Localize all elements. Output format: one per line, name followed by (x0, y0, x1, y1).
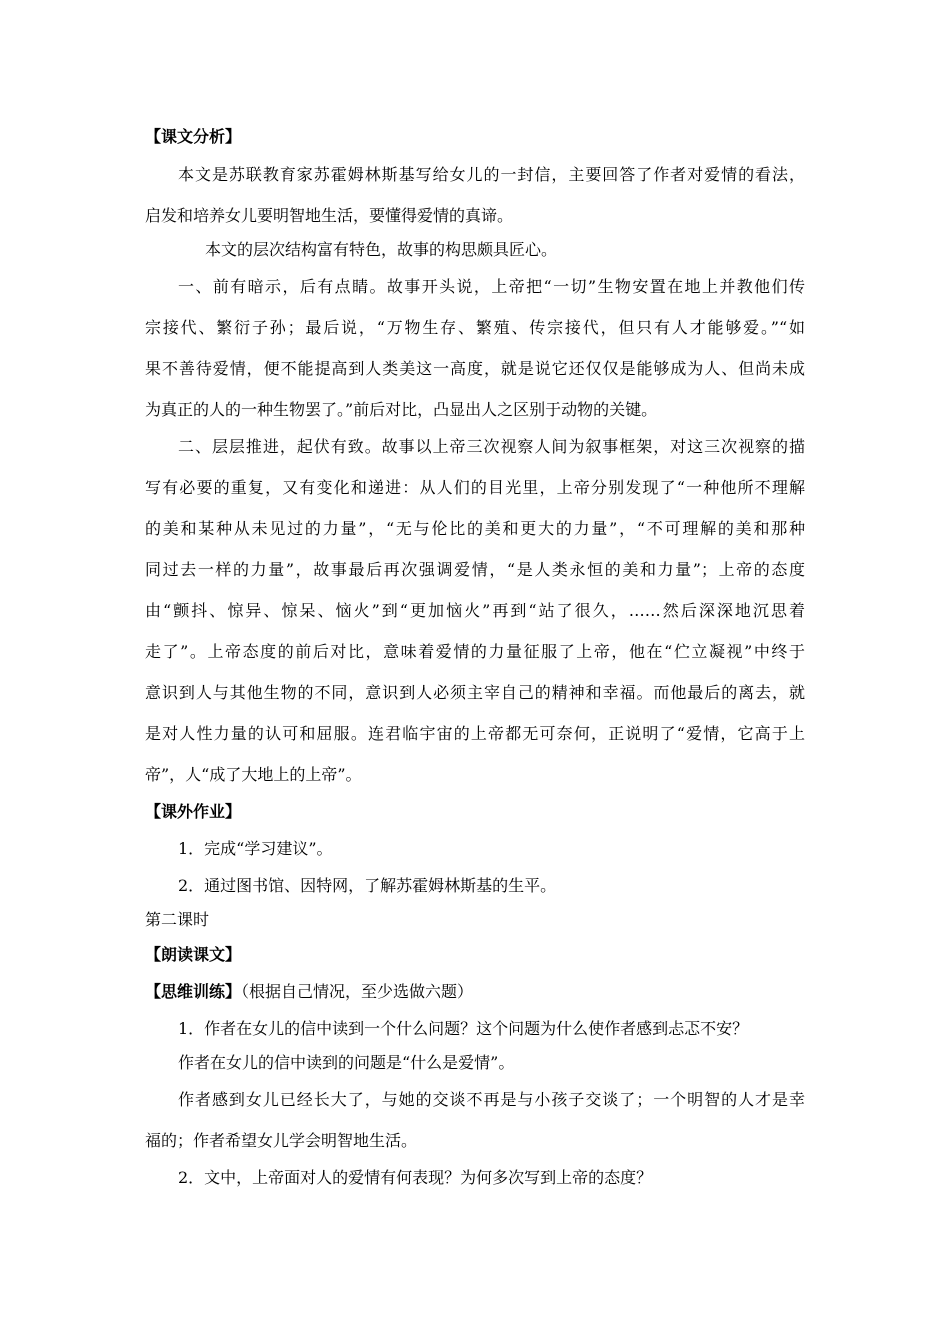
question: 1．作者在女儿的信中读到一个什么问题？这个问题为什么使作者感到忐忑不安？ (178, 1019, 749, 1038)
paragraph-line: 本文是苏联教育家苏霍姆林斯基写给女儿的一封信，主要回答了作者对爱情的看法， (178, 165, 805, 184)
question: 2．文中，上帝面对人的爱情有何表现？为何多次写到上帝的态度？ (178, 1168, 653, 1187)
paragraph-line: 为真正的人的一种生物罢了。”前后对比，凸显出人之区别于动物的关键。 (145, 400, 658, 419)
paragraph-line: 走了”。上帝态度的前后对比，意味着爱情的力量征服了上帝，他在“伫立凝视”中终于 (145, 642, 805, 661)
thinking-note: （根据自己情况，至少选做六题） (241, 982, 474, 1001)
paragraph-line: 启发和培养女儿要明智地生活，要懂得爱情的真谛。 (145, 206, 514, 225)
paragraph-line: 写有必要的重复，又有变化和递进：从人们的目光里，上帝分别发现了“一种他所不理解 (145, 478, 805, 497)
homework-item: 1．完成“学习建议”。 (178, 839, 333, 858)
paragraph-line: 同过去一样的力量”，故事最后再次强调爱情，“是人类永恒的美和力量”；上帝的态度 (145, 560, 805, 579)
homework-item: 2．通过图书馆、因特网，了解苏霍姆林斯基的生平。 (178, 876, 557, 895)
paragraph-line: 的美和某种从未见过的力量”，“无与伦比的美和更大的力量”，“不可理解的美和那种 (145, 519, 805, 538)
section-heading-homework: 【课外作业】 (145, 802, 242, 821)
section-heading-analysis: 【课文分析】 (145, 127, 242, 146)
section-heading-thinking (145, 982, 473, 1002)
answer-line: 福的；作者希望女儿学会明智地生活。 (145, 1131, 418, 1150)
lesson-title: 第二课时 (145, 910, 210, 929)
paragraph-line: 帝”，人“成了大地上的上帝”。 (145, 765, 362, 784)
answer-line: 作者感到女儿已经长大了，与她的交谈不再是与小孩子交谈了；一个明智的人才是幸 (178, 1090, 805, 1109)
paragraph-line: 一、前有暗示，后有点睛。故事开头说，上帝把“一切”生物安置在地上并教他们传 (178, 277, 805, 296)
paragraph-line: 二、层层推进，起伏有致。故事以上帝三次视察人间为叙事框架，对这三次视察的描 (178, 437, 805, 456)
paragraph-line: 意识到人与其他生物的不同，意识到人必须主宰自己的精神和幸福。而他最后的离去，就 (145, 683, 805, 702)
thinking-heading: 【思维训练】 (145, 982, 242, 1001)
answer-line: 作者在女儿的信中读到的问题是“什么是爱情”。 (178, 1053, 515, 1072)
paragraph-line: 果不善待爱情，便不能提高到人类美这一高度，就是说它还仅仅是能够成为人、但尚未成 (145, 359, 805, 378)
paragraph-line: 由“颤抖、惊异、惊呆、恼火”到“更加恼火”再到“站了很久，……然后深深地沉思着 (145, 601, 805, 620)
paragraph-line: 宗接代、繁衍子孙；最后说，“万物生存、繁殖、传宗接代，但只有人才能够爱。”“如 (145, 318, 805, 337)
paragraph-line: 是对人性力量的认可和屈服。连君临宇宙的上帝都无可奈何，正说明了“爱情，它高于上 (145, 724, 805, 743)
paragraph-line: 本文的层次结构富有特色，故事的构思颇具匠心。 (205, 240, 558, 259)
section-heading-reading: 【朗读课文】 (145, 945, 242, 964)
